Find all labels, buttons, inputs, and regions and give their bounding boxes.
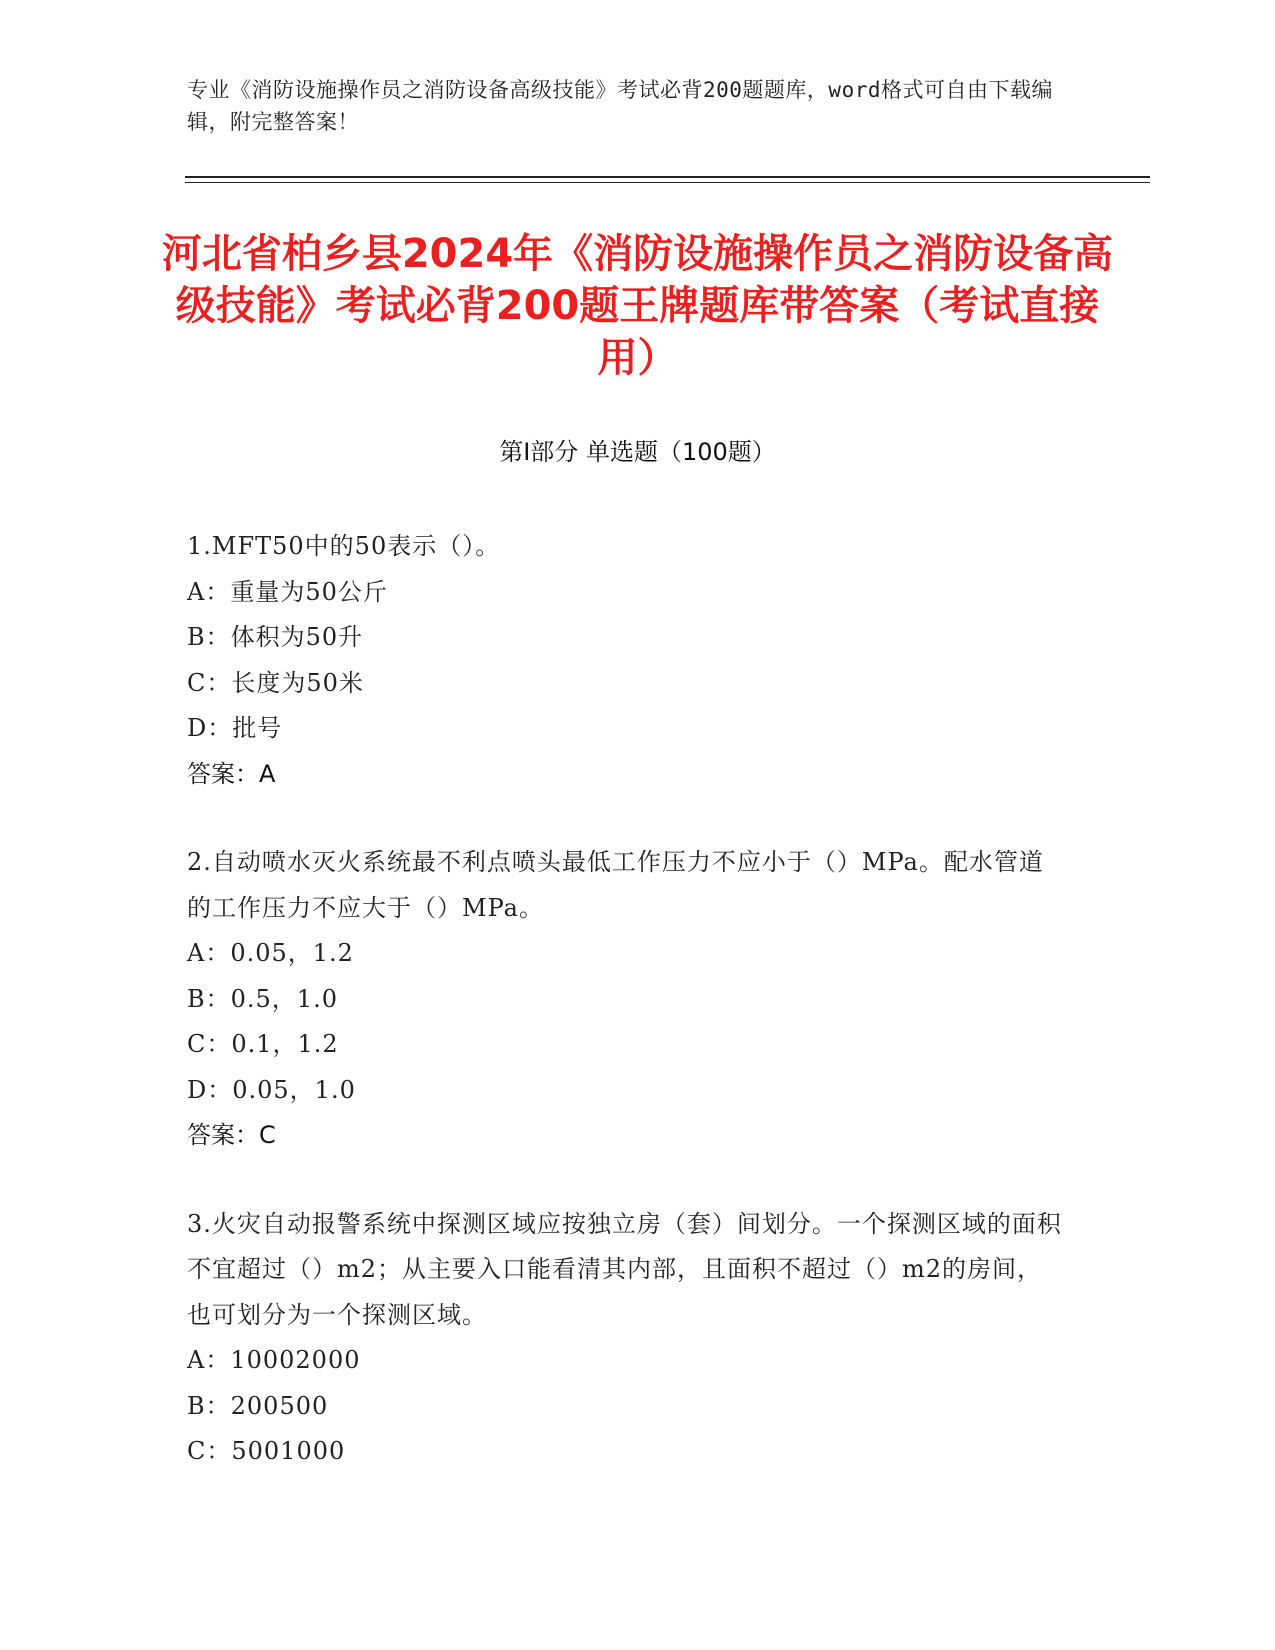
option-c: C：0.1，1.2 <box>187 1030 339 1058</box>
question-1 <box>187 524 1067 797</box>
question-list <box>187 524 1067 1518</box>
header-note: 专业《消防设施操作员之消防设备高级技能》考试必背200题题库，word格式可自由下载编辑，附完整答案！ <box>187 78 1053 134</box>
answer: 答案：C <box>187 1121 276 1149</box>
option-b: B：200500 <box>187 1391 329 1420</box>
option-c: C：长度为50米 <box>187 668 364 697</box>
question-3 <box>187 1202 1067 1475</box>
option-a: A：10002000 <box>187 1346 361 1374</box>
answer: 答案：A <box>187 759 276 788</box>
header-rule-thick <box>185 176 1150 178</box>
option-a: A：0.05，1.2 <box>187 939 354 967</box>
question-stem: 2.自动喷水灭火系统最不利点喷头最低工作压力不应小于（）MPa。配水管道的工作压力不应大于（）MPa。 <box>187 848 1044 922</box>
question-stem: 3.火灾自动报警系统中探测区域应按独立房（套）间划分。一个探测区域的面积不宜超过（）m2；从主要入口能看清其内部，且面积不超过（）m2的房间，也可划分为一个探测区域。 <box>187 1209 1062 1329</box>
document-title: 河北省柏乡县2024年《消防设施操作员之消防设备高级技能》考试必背200题王牌题库带答案（考试直接用） <box>161 231 1114 381</box>
option-c: C：5001000 <box>187 1437 346 1465</box>
option-b: B：体积为50升 <box>187 623 364 651</box>
section-heading: 第Ⅰ部分 单选题（100题） <box>499 438 776 466</box>
option-a: A：重量为50公斤 <box>187 577 388 606</box>
option-d: D：0.05，1.0 <box>187 1075 356 1104</box>
option-d: D：批号 <box>187 714 283 742</box>
question-stem: 1.MFT50中的50表示（）。 <box>187 532 501 560</box>
header-rule-thin <box>185 182 1150 183</box>
option-b: B：0.5，1.0 <box>187 984 338 1013</box>
question-2 <box>187 840 1067 1159</box>
